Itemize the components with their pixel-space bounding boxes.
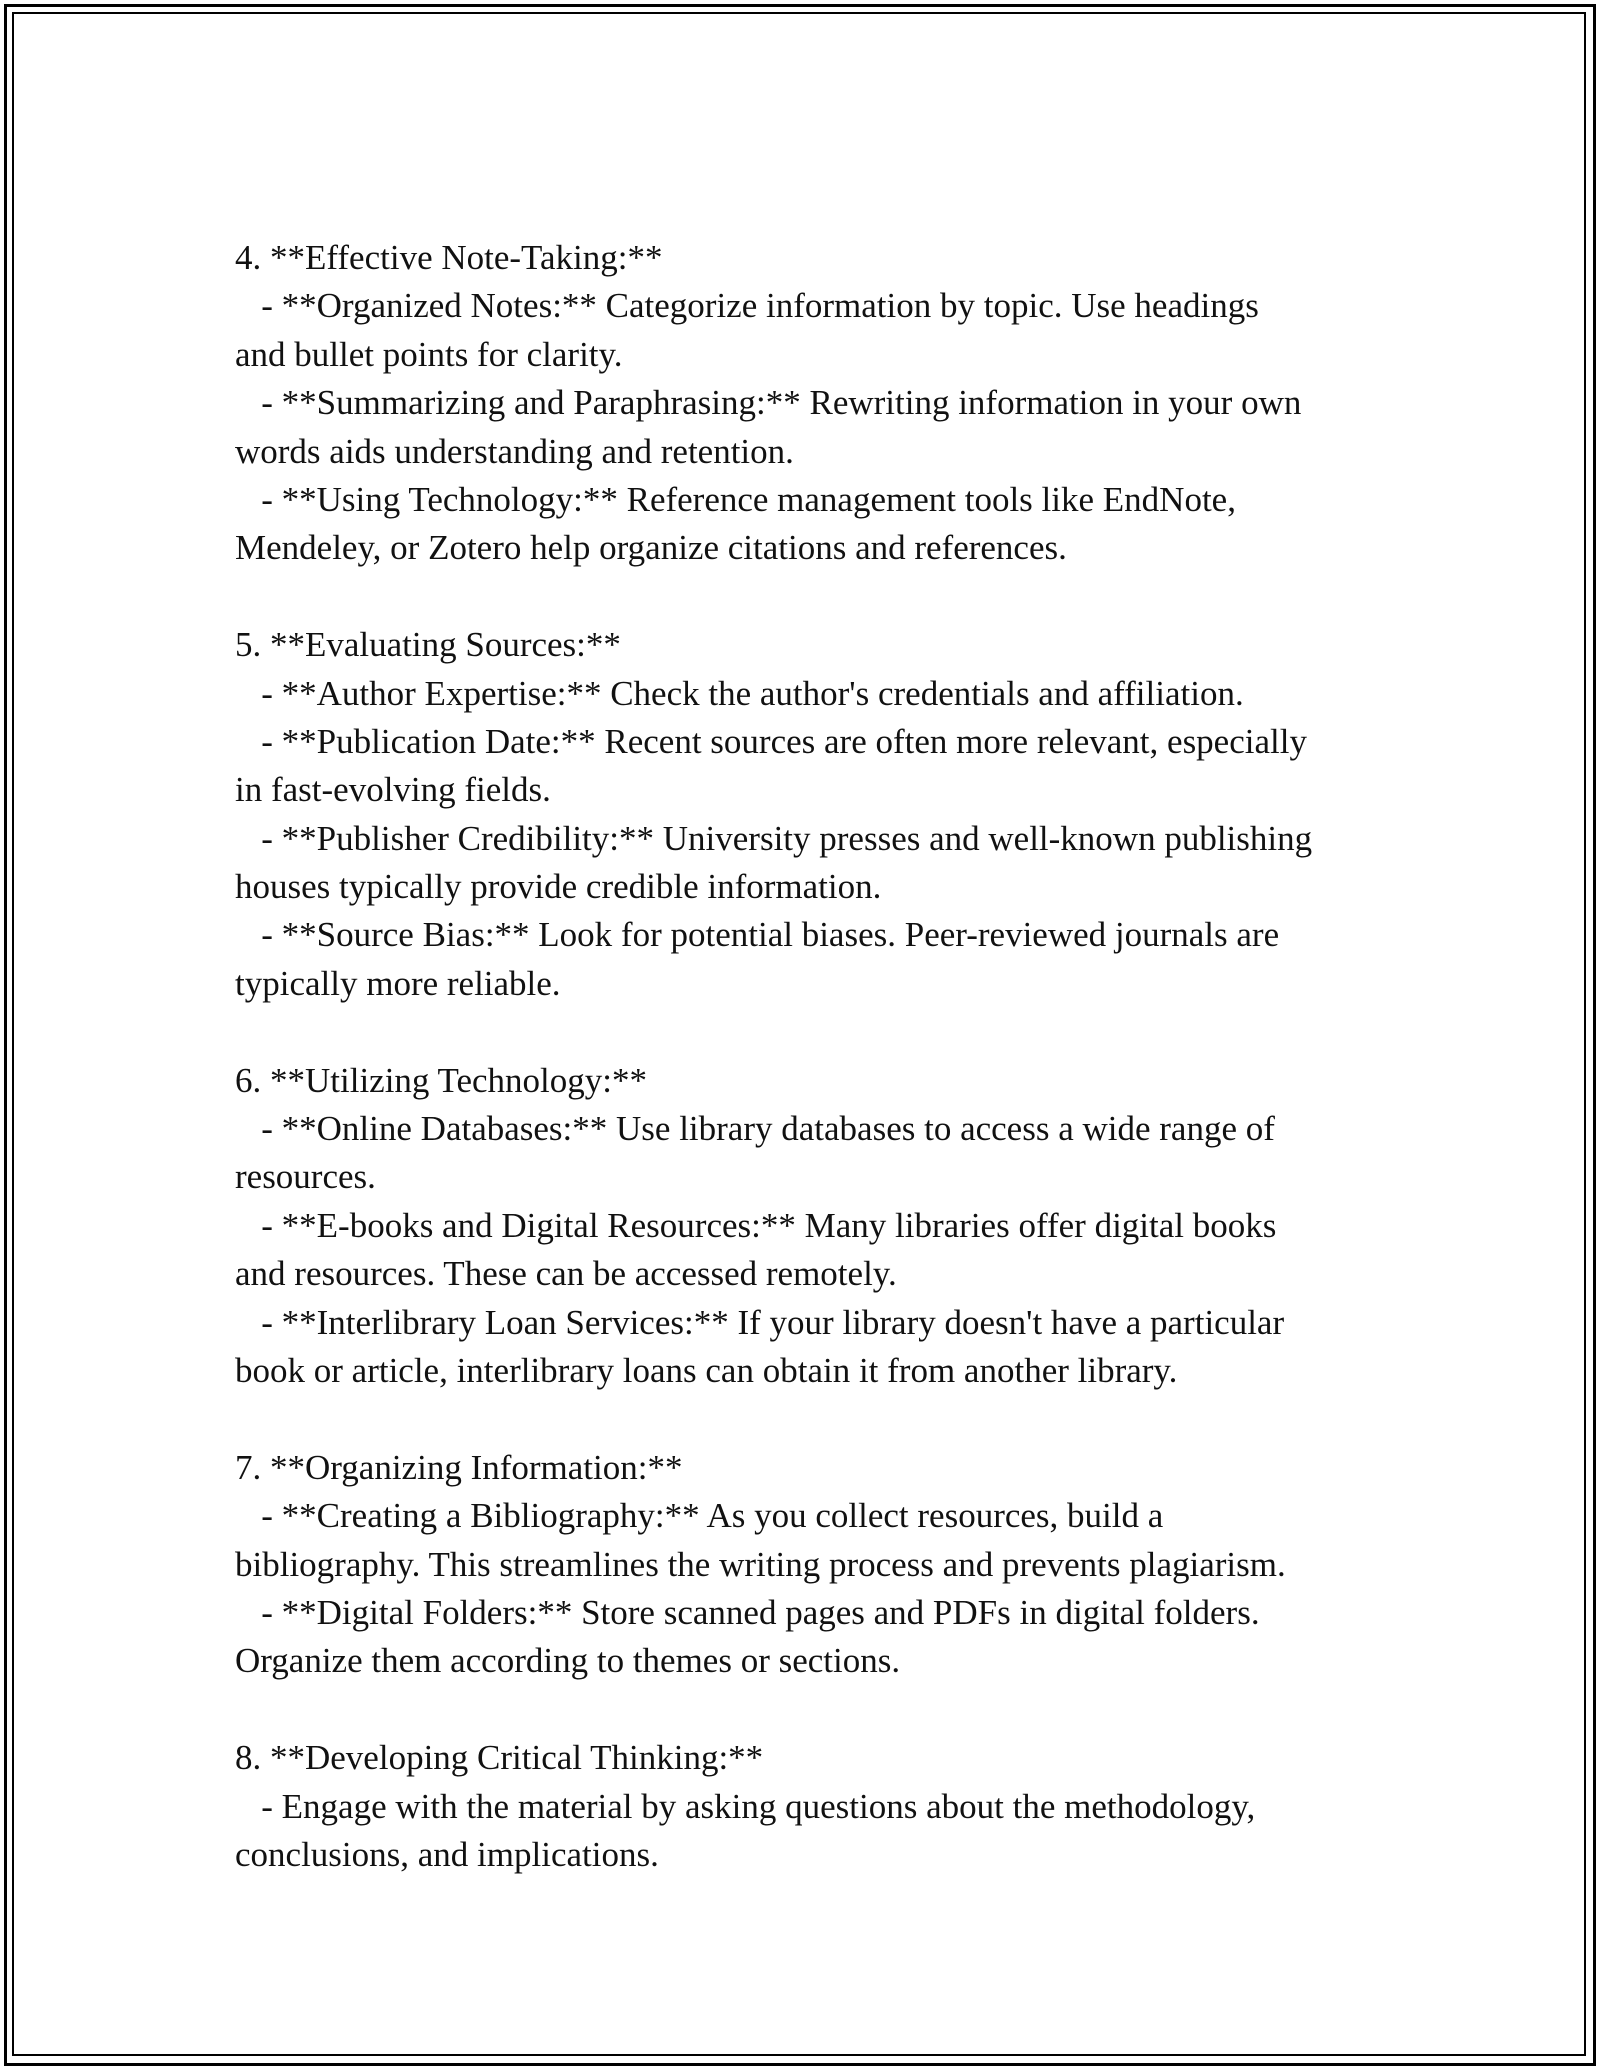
text-line: - **Creating a Bibliography:** As you collect resources, build a (235, 1496, 1164, 1536)
text-line: - **Using Technology:** Reference management tools like EndNote, (235, 479, 1236, 519)
text-line: in fast-evolving fields. (235, 770, 551, 810)
text-line: - **Publication Date:** Recent sources are often more relevant, especially (235, 721, 1307, 761)
section-note-taking (235, 234, 1385, 573)
text-line: - **Source Bias:** Look for potential biases. Peer-reviewed journals are (235, 915, 1280, 955)
section-utilizing-technology (235, 1057, 1385, 1396)
text-line: - **Author Expertise:** Check the author's credentials and affiliation. (235, 673, 1244, 713)
document-body (235, 234, 1385, 1879)
text-line: conclusions, and implications. (235, 1834, 659, 1874)
text-line: - **Publisher Credibility:** University presses and well-known publishing (235, 818, 1313, 858)
text-line: words aids understanding and retention. (235, 431, 794, 471)
text-line: houses typically provide credible information. (235, 867, 882, 907)
section-heading: 6. **Utilizing Technology:** (235, 1060, 648, 1100)
text-line: Organize them according to themes or sections. (235, 1641, 901, 1681)
text-line: - **Online Databases:** Use library databases to access a wide range of (235, 1109, 1275, 1149)
paragraph-spacer (235, 1395, 1385, 1443)
section-heading: 7. **Organizing Information:** (235, 1447, 683, 1487)
text-line: book or article, interlibrary loans can obtain it from another library. (235, 1350, 1178, 1390)
text-line: - **E-books and Digital Resources:** Many libraries offer digital books (235, 1205, 1277, 1245)
section-heading: 8. **Developing Critical Thinking:** (235, 1738, 764, 1778)
section-evaluating-sources (235, 621, 1385, 1008)
text-line: - **Digital Folders:** Store scanned pages and PDFs in digital folders. (235, 1592, 1260, 1632)
section-organizing-information (235, 1444, 1385, 1686)
section-heading: 4. **Effective Note-Taking:** (235, 238, 663, 277)
paragraph-spacer (235, 573, 1385, 621)
paragraph-spacer (235, 1008, 1385, 1056)
text-line: and bullet points for clarity. (235, 334, 623, 374)
section-critical-thinking (235, 1734, 1385, 1879)
text-line: - **Interlibrary Loan Services:** If your library doesn't have a particular (235, 1302, 1285, 1342)
section-heading: 5. **Evaluating Sources:** (235, 625, 621, 665)
text-line: bibliography. This streamlines the writing process and prevents plagiarism. (235, 1544, 1286, 1584)
paragraph-spacer (235, 1686, 1385, 1734)
text-line: and resources. These can be accessed remotely. (235, 1254, 897, 1294)
text-line: typically more reliable. (235, 963, 561, 1003)
text-line: resources. (235, 1157, 376, 1197)
text-line: Mendeley, or Zotero help organize citations and references. (235, 528, 1067, 568)
text-line: - Engage with the material by asking questions about the methodology, (235, 1786, 1256, 1826)
text-line: - **Summarizing and Paraphrasing:** Rewriting information in your own (235, 383, 1302, 423)
text-line: - **Organized Notes:** Categorize information by topic. Use headings (235, 286, 1259, 326)
